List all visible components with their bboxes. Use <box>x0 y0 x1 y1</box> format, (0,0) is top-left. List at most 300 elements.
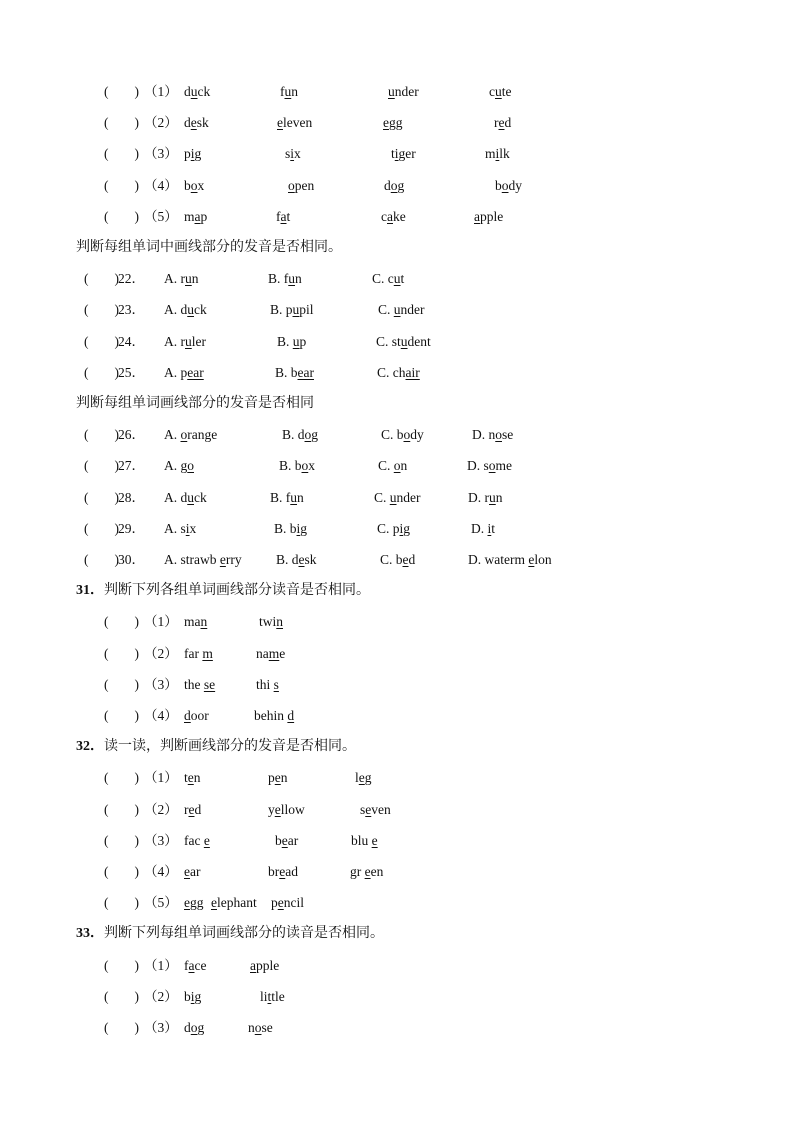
open-paren: ( <box>104 646 109 661</box>
question-number: 30． <box>118 552 145 567</box>
word-text: x <box>294 146 301 161</box>
option-letter: B. <box>277 334 293 349</box>
word-text: n <box>291 84 298 99</box>
word-text: d <box>184 1020 191 1035</box>
underlined-part: i <box>399 521 404 536</box>
answer-blank[interactable] <box>104 676 139 694</box>
underlined-part: o <box>488 458 496 473</box>
underlined-part: e <box>219 552 226 567</box>
close-paren: ) <box>134 178 139 193</box>
instruction-text: 判断下列各组单词画线部分读音是否相同。 <box>104 583 370 598</box>
word-text: ck <box>194 490 207 505</box>
option <box>282 426 318 444</box>
option-letter: A. <box>164 521 181 536</box>
item-number: （3） <box>144 833 178 848</box>
answer-blank[interactable] <box>104 707 139 725</box>
underlined-part: a <box>194 209 201 224</box>
word-text: y <box>268 802 275 817</box>
word <box>355 769 372 787</box>
option <box>468 551 552 569</box>
word <box>268 769 288 787</box>
word-text: ger <box>398 146 416 161</box>
option-letter: B. <box>275 365 291 380</box>
word-text: lk <box>499 146 510 161</box>
word-text: d <box>291 552 299 567</box>
underlined-part: e <box>358 770 365 785</box>
open-paren: ( <box>84 521 89 536</box>
word-text: b <box>495 178 502 193</box>
underlined-part: e <box>211 895 217 910</box>
question-number: 32． <box>76 739 104 754</box>
word <box>184 114 209 132</box>
answer-blank[interactable] <box>84 301 119 319</box>
section-heading <box>76 395 314 413</box>
word-text: r <box>484 490 489 505</box>
underlined-part: e <box>184 895 190 910</box>
word <box>275 832 298 850</box>
word-text: pple <box>256 958 280 973</box>
word-text: b <box>184 989 191 1004</box>
word <box>494 114 511 132</box>
close-paren: ) <box>134 708 139 723</box>
answer-blank[interactable] <box>84 333 119 351</box>
underlined-part: m <box>268 646 280 661</box>
option <box>381 426 424 444</box>
open-paren: ( <box>104 802 109 817</box>
underlined-part: u <box>284 84 292 99</box>
option-letter: B. <box>268 271 284 286</box>
word-text: s <box>483 458 489 473</box>
underlined-part: u <box>388 84 395 99</box>
word-text: d <box>180 302 188 317</box>
word-text: x <box>308 458 316 473</box>
word <box>250 957 279 975</box>
word-text: b <box>396 427 404 442</box>
option-letter: C. <box>377 365 393 380</box>
word-text: f <box>280 84 285 99</box>
word-text: r <box>184 802 189 817</box>
word <box>271 894 304 912</box>
word-text: d <box>408 552 416 567</box>
word <box>285 145 301 163</box>
underlined-part: a <box>280 209 287 224</box>
word <box>184 145 201 163</box>
close-paren: ) <box>134 958 139 973</box>
answer-blank[interactable] <box>84 520 119 538</box>
open-paren: ( <box>84 427 89 442</box>
answer-blank[interactable] <box>104 769 139 787</box>
word-text: s <box>360 802 366 817</box>
underlined-part: n <box>200 614 208 629</box>
answer-blank[interactable] <box>84 489 119 507</box>
option-letter: A. <box>164 458 181 473</box>
question-number: 23． <box>118 302 145 317</box>
item-number: （1） <box>144 84 178 99</box>
underlined-part: o <box>301 458 309 473</box>
word <box>391 145 416 163</box>
word-text: p <box>268 770 275 785</box>
word-text: b <box>289 521 297 536</box>
underlined-part: i <box>290 146 295 161</box>
word-text: nder <box>396 490 421 505</box>
word-text: dy <box>508 178 522 193</box>
answer-blank[interactable] <box>104 145 139 163</box>
underlined-part: o <box>501 178 509 193</box>
word-text: br <box>268 864 280 879</box>
word-text: t <box>391 146 395 161</box>
option <box>279 457 315 475</box>
instruction-text: 判断每组单词中画线部分的发音是否相同。 <box>76 240 342 255</box>
option <box>376 333 431 351</box>
word <box>256 676 279 694</box>
open-paren: ( <box>104 770 109 785</box>
underlined-part: u <box>185 334 192 349</box>
close-paren: ) <box>134 677 139 692</box>
underlined-part: e <box>279 864 286 879</box>
option-letter: C. <box>372 271 388 286</box>
word-text: na <box>256 646 269 661</box>
underlined-part: e <box>298 552 305 567</box>
underlined-part: i <box>487 521 492 536</box>
word-text: se <box>261 1020 273 1035</box>
answer-blank[interactable] <box>104 801 139 819</box>
word-text: e <box>279 646 286 661</box>
close-paren: ) <box>114 552 119 567</box>
word-text: x <box>197 178 205 193</box>
open-paren: ( <box>84 271 89 286</box>
word-text: g <box>197 1020 205 1035</box>
option <box>164 270 199 288</box>
word <box>384 177 404 195</box>
question-number: 27． <box>118 458 145 473</box>
word-text: p <box>180 365 188 380</box>
underlined-part: u <box>292 334 300 349</box>
answer-blank[interactable] <box>104 177 139 195</box>
option <box>275 364 314 382</box>
close-paren: ) <box>114 427 119 442</box>
question-number: 29． <box>118 521 145 536</box>
word <box>276 208 290 226</box>
word <box>211 894 257 912</box>
word <box>184 894 204 912</box>
word-text: n <box>297 490 304 505</box>
underlined-part: i <box>190 989 195 1004</box>
word-text: thi <box>256 677 274 692</box>
word-text: ler <box>191 334 206 349</box>
word-text: ar <box>190 864 201 879</box>
word-text: f <box>285 490 291 505</box>
item-number: （4） <box>144 864 178 879</box>
underlined-part: u <box>393 302 401 317</box>
underlined-part: d <box>287 708 295 723</box>
question-number: 28． <box>118 490 145 505</box>
option-letter: C. <box>380 552 396 567</box>
word-text: b <box>184 178 191 193</box>
answer-blank[interactable] <box>84 270 119 288</box>
word <box>381 208 406 226</box>
word-text: li <box>260 989 268 1004</box>
answer-blank[interactable] <box>104 1019 139 1037</box>
answer-blank[interactable] <box>104 863 139 881</box>
option <box>471 520 495 538</box>
underlined-part: i <box>296 521 301 536</box>
word <box>288 177 314 195</box>
word-text: d <box>194 802 202 817</box>
word-text: behin <box>254 708 288 723</box>
open-paren: ( <box>104 209 109 224</box>
underlined-part: o <box>393 458 401 473</box>
word-text: x <box>189 521 197 536</box>
underlined-part: o <box>190 1020 198 1035</box>
answer-blank[interactable] <box>84 457 119 475</box>
word-text: dent <box>407 334 431 349</box>
option-letter: D. <box>468 552 485 567</box>
word-text: n <box>193 770 201 785</box>
word-text: ck <box>194 302 207 317</box>
item-number: （5） <box>144 209 178 224</box>
option <box>472 426 513 444</box>
underlined-part: e <box>203 833 210 848</box>
word-text: ar <box>287 833 299 848</box>
underlined-part: e <box>188 802 195 817</box>
word <box>277 114 312 132</box>
answer-blank[interactable] <box>104 894 139 912</box>
word <box>495 177 522 195</box>
word-text: range <box>187 427 218 442</box>
option <box>270 489 304 507</box>
answer-blank[interactable] <box>104 988 139 1006</box>
word-text: g <box>194 989 202 1004</box>
word-text: g <box>311 427 319 442</box>
item-number: （2） <box>144 115 178 130</box>
word <box>256 645 285 663</box>
underlined-part: e <box>184 864 190 879</box>
word-text: t <box>400 271 405 286</box>
underlined-part: o <box>304 427 312 442</box>
option-letter: D. <box>467 458 484 473</box>
close-paren: ) <box>134 833 139 848</box>
underlined-part: e <box>190 115 197 130</box>
word-text: d <box>384 178 391 193</box>
word-text: gr <box>350 864 365 879</box>
answer-blank[interactable] <box>104 83 139 101</box>
word <box>184 707 209 725</box>
question-number: 33． <box>76 926 104 941</box>
word <box>474 208 503 226</box>
option-letter: D. <box>471 521 488 536</box>
word <box>184 645 213 663</box>
word-text: d <box>184 115 191 130</box>
underlined-part: t <box>267 989 272 1004</box>
option-letter: C. <box>378 458 394 473</box>
option <box>164 551 242 569</box>
word-text: me <box>495 458 513 473</box>
option <box>268 270 302 288</box>
underlined-part: e <box>402 552 409 567</box>
word-text: ck <box>197 84 211 99</box>
word-text: ma <box>184 614 201 629</box>
word-text: p <box>184 146 191 161</box>
item-number: （3） <box>144 146 178 161</box>
word-text: nder <box>400 302 425 317</box>
answer-blank[interactable] <box>104 613 139 631</box>
underlined-part: u <box>495 84 502 99</box>
underlined-part: n <box>276 614 284 629</box>
underlined-part: i <box>495 146 500 161</box>
underlined-part: m <box>202 646 213 661</box>
underlined-part: e <box>498 115 505 130</box>
option-letter: A. <box>164 365 181 380</box>
answer-blank[interactable] <box>84 364 119 382</box>
close-paren: ) <box>134 614 139 629</box>
open-paren: ( <box>104 146 109 161</box>
close-paren: ) <box>114 490 119 505</box>
underlined-part: u <box>290 490 298 505</box>
underlined-part: o <box>390 178 398 193</box>
answer-blank[interactable] <box>104 208 139 226</box>
word-text: f <box>283 271 289 286</box>
open-paren: ( <box>104 1020 109 1035</box>
word-text: t <box>286 209 291 224</box>
item-number: （1） <box>144 958 178 973</box>
word <box>184 957 206 975</box>
word <box>184 801 201 819</box>
close-paren: ) <box>134 864 139 879</box>
open-paren: ( <box>104 833 109 848</box>
open-paren: ( <box>84 490 89 505</box>
underlined-part: o <box>495 427 502 442</box>
question-number: 24． <box>118 334 145 349</box>
answer-blank[interactable] <box>104 114 139 132</box>
word-text: b <box>275 833 282 848</box>
word-text: waterm <box>484 552 529 567</box>
open-paren: ( <box>104 84 109 99</box>
underlined-part: e <box>528 552 535 567</box>
close-paren: ) <box>134 770 139 785</box>
underlined-part: e <box>187 770 194 785</box>
open-paren: ( <box>104 864 109 879</box>
word-text: m <box>485 146 496 161</box>
item-number: （1） <box>144 614 178 629</box>
item-number: （3） <box>144 677 178 692</box>
word-text: d <box>297 427 305 442</box>
word-text: g <box>397 178 405 193</box>
word <box>184 613 207 631</box>
word-text: t <box>184 770 188 785</box>
underlined-part: ear <box>187 365 204 380</box>
word <box>184 83 210 101</box>
close-paren: ) <box>134 209 139 224</box>
word-text: l <box>355 770 359 785</box>
underlined-part: a <box>188 958 195 973</box>
underlined-part: i <box>185 521 190 536</box>
answer-blank[interactable] <box>104 645 139 663</box>
option-letter: A. <box>164 334 181 349</box>
word-text: sk <box>196 115 209 130</box>
word-text: c <box>381 209 387 224</box>
option-letter: B. <box>270 490 286 505</box>
open-paren: ( <box>84 552 89 567</box>
word-text: rry <box>225 552 242 567</box>
word-text: llow <box>280 802 305 817</box>
section-heading <box>76 738 356 756</box>
underlined-part: u <box>389 490 397 505</box>
word-text: pple <box>480 209 504 224</box>
open-paren: ( <box>104 677 109 692</box>
open-paren: ( <box>84 302 89 317</box>
option <box>164 489 207 507</box>
underlined-part: e <box>277 895 284 910</box>
question-number: 26． <box>118 427 145 442</box>
word-text: b <box>294 458 302 473</box>
word-text: n <box>295 271 302 286</box>
word-text: lon <box>534 552 552 567</box>
option <box>467 457 512 475</box>
option-letter: B. <box>274 521 290 536</box>
underlined-part: u <box>187 490 194 505</box>
word-text: dy <box>410 427 424 442</box>
option <box>377 364 420 382</box>
item-number: （3） <box>144 1020 178 1035</box>
close-paren: ) <box>134 895 139 910</box>
word-text: ch <box>392 365 406 380</box>
item-number: （1） <box>144 770 178 785</box>
word-text: se <box>502 427 514 442</box>
word-text: fac <box>184 833 204 848</box>
instruction-text: 读一读，判断画线部分的发音是否相同。 <box>104 739 356 754</box>
answer-blank[interactable] <box>84 551 119 569</box>
word <box>184 177 204 195</box>
word-text: sk <box>304 552 317 567</box>
underlined-part: u <box>292 302 300 317</box>
word <box>268 801 305 819</box>
answer-blank[interactable] <box>104 832 139 850</box>
word-text: twi <box>259 614 277 629</box>
underlined-part: o <box>288 178 295 193</box>
open-paren: ( <box>84 365 89 380</box>
instruction-text: 判断每组单词画线部分的发音是否相同 <box>76 396 314 411</box>
option-letter: A. <box>164 271 181 286</box>
word <box>184 832 210 850</box>
close-paren: ) <box>114 458 119 473</box>
word-text: g <box>194 146 202 161</box>
option <box>164 520 196 538</box>
underlined-part: e <box>281 833 288 848</box>
word-text: n <box>400 458 408 473</box>
word-text: p <box>271 895 278 910</box>
option-letter: C. <box>374 490 390 505</box>
word-text: the <box>184 677 204 692</box>
word <box>259 613 283 631</box>
answer-blank[interactable] <box>84 426 119 444</box>
item-number: （2） <box>144 989 178 1004</box>
underlined-part: e <box>274 770 281 785</box>
underlined-part: i <box>394 146 399 161</box>
word-text: c <box>489 84 495 99</box>
option <box>277 333 306 351</box>
word-text: n <box>495 490 503 505</box>
word <box>360 801 391 819</box>
option-letter: B. <box>270 302 286 317</box>
underlined-part: u <box>400 334 408 349</box>
open-paren: ( <box>104 115 109 130</box>
word <box>383 114 403 132</box>
close-paren: ) <box>134 646 139 661</box>
word-text: en <box>370 864 384 879</box>
item-number: （2） <box>144 802 178 817</box>
answer-blank[interactable] <box>104 957 139 975</box>
word-text: leven <box>283 115 313 130</box>
